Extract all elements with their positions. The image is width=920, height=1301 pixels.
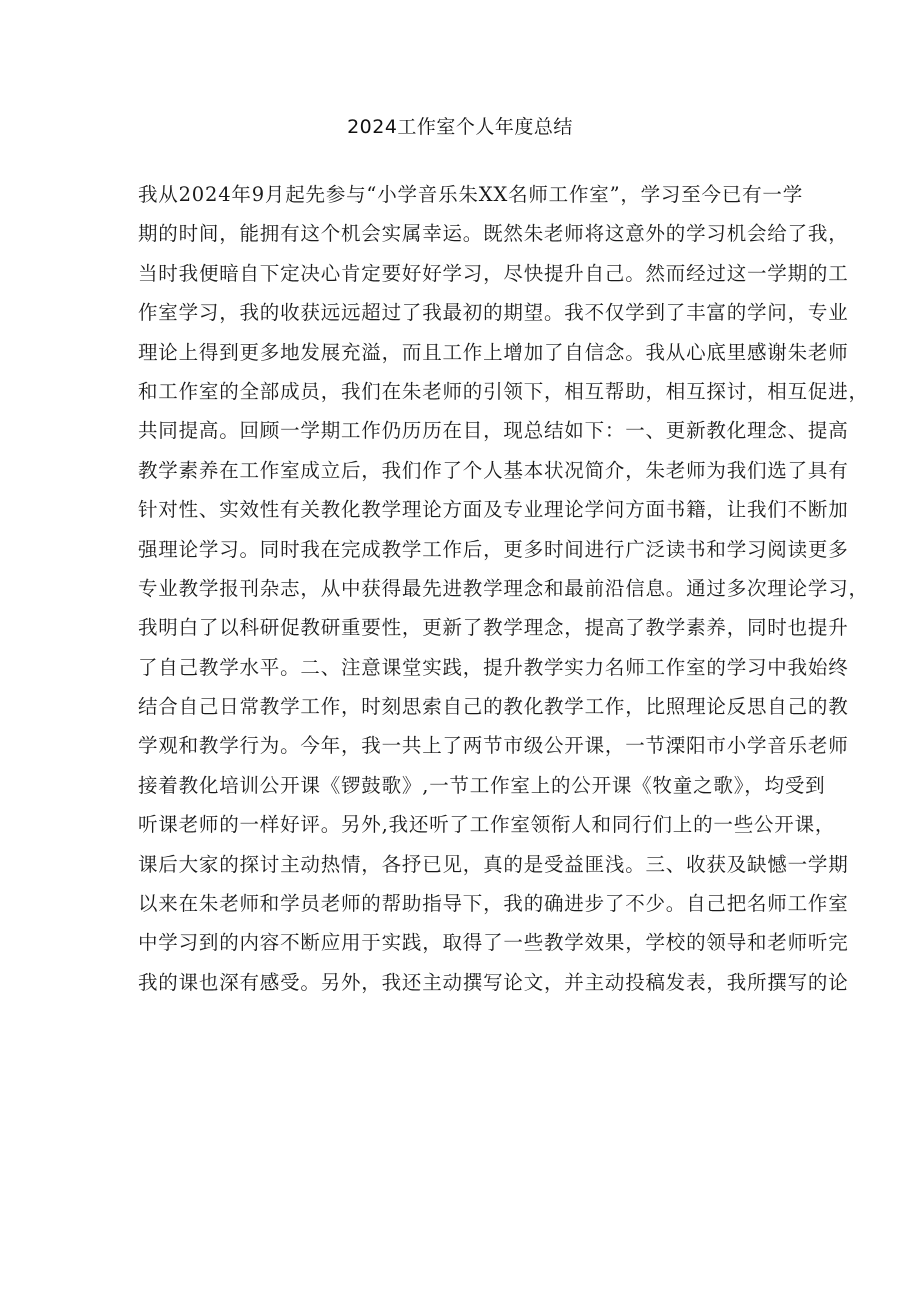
body-text-line: 听课老师的一样好评。另外,我还听了工作室领衔人和同行们上的一些公开课，: [138, 813, 836, 837]
body-text-line: 教学素养在工作室成立后，我们作了个人基本状况简介，朱老师为我们选了具有: [138, 458, 849, 482]
body-text-line: 共同提高。回顾一学期工作仍历历在目，现总结如下：一、更新教化理念、提高: [138, 419, 849, 443]
document-body: [138, 178, 869, 1005]
body-text-line: 中学习到的内容不断应用于实践，取得了一些教学效果，学校的领导和老师听完: [138, 931, 849, 955]
body-text-line: 期的时间，能拥有这个机会实属幸运。既然朱老师将这意外的学习机会给了我，: [138, 222, 849, 246]
body-text-line: 我的课也深有感受。另外，我还主动撰写论文，并主动投稿发表，我所撰写的论: [138, 970, 849, 994]
body-text-line: 结合自己日常教学工作，时刻思索自己的教化教学工作，比照理论反思自己的教: [138, 695, 849, 719]
body-text-line: 以来在朱老师和学员老师的帮助指导下，我的确进步了不少。自己把名师工作室: [138, 892, 849, 916]
body-text-line: 课后大家的探讨主动热情，各抒已见，真的是受益匪浅。三、收获及缺憾一学期: [138, 852, 849, 876]
body-text-line: 接着教化培训公开课《锣鼓歌》,一节工作室上的公开课《牧童之歌》，均受到: [138, 773, 826, 797]
body-text-line: 专业教学报刊杂志，从中获得最先进教学理念和最前沿信息。通过多次理论学习，: [138, 576, 869, 600]
body-text-line: 作室学习，我的收获远远超过了我最初的期望。我不仅学到了丰富的学问，专业: [138, 301, 849, 325]
body-text-line: 了自己教学水平。二、注意课堂实践，提升教学实力名师工作室的学习中我始终: [138, 655, 849, 679]
body-text-line: 和工作室的全部成员，我们在朱老师的引领下，相互帮助，相互探讨，相互促进，: [138, 379, 869, 403]
body-text-line: 强理论学习。同时我在完成教学工作后，更多时间进行广泛读书和学习阅读更多: [138, 537, 849, 561]
body-text-line: 当时我便暗自下定决心肯定要好好学习，尽快提升自己。然而经过这一学期的工: [138, 261, 849, 285]
body-text-line: 针对性、实效性有关教化教学理论方面及专业理论学问方面书籍，让我们不断加: [138, 498, 849, 522]
body-text-line: 理论上得到更多地发展充溢，而且工作上增加了自信念。我从心底里感谢朱老师: [138, 340, 849, 364]
body-text-line: 学观和教学行为。今年，我一共上了两节市级公开课，一节溧阳市小学音乐老师: [138, 734, 849, 758]
document-title: 2024工作室个人年度总结: [347, 116, 573, 138]
body-text-line: 我从2024年9月起先参与“小学音乐朱XX名师工作室”，学习至今已有一学: [138, 183, 804, 206]
body-text-line: 我明白了以科研促教研重要性，更新了教学理念，提高了教学素养，同时也提升: [138, 616, 849, 640]
